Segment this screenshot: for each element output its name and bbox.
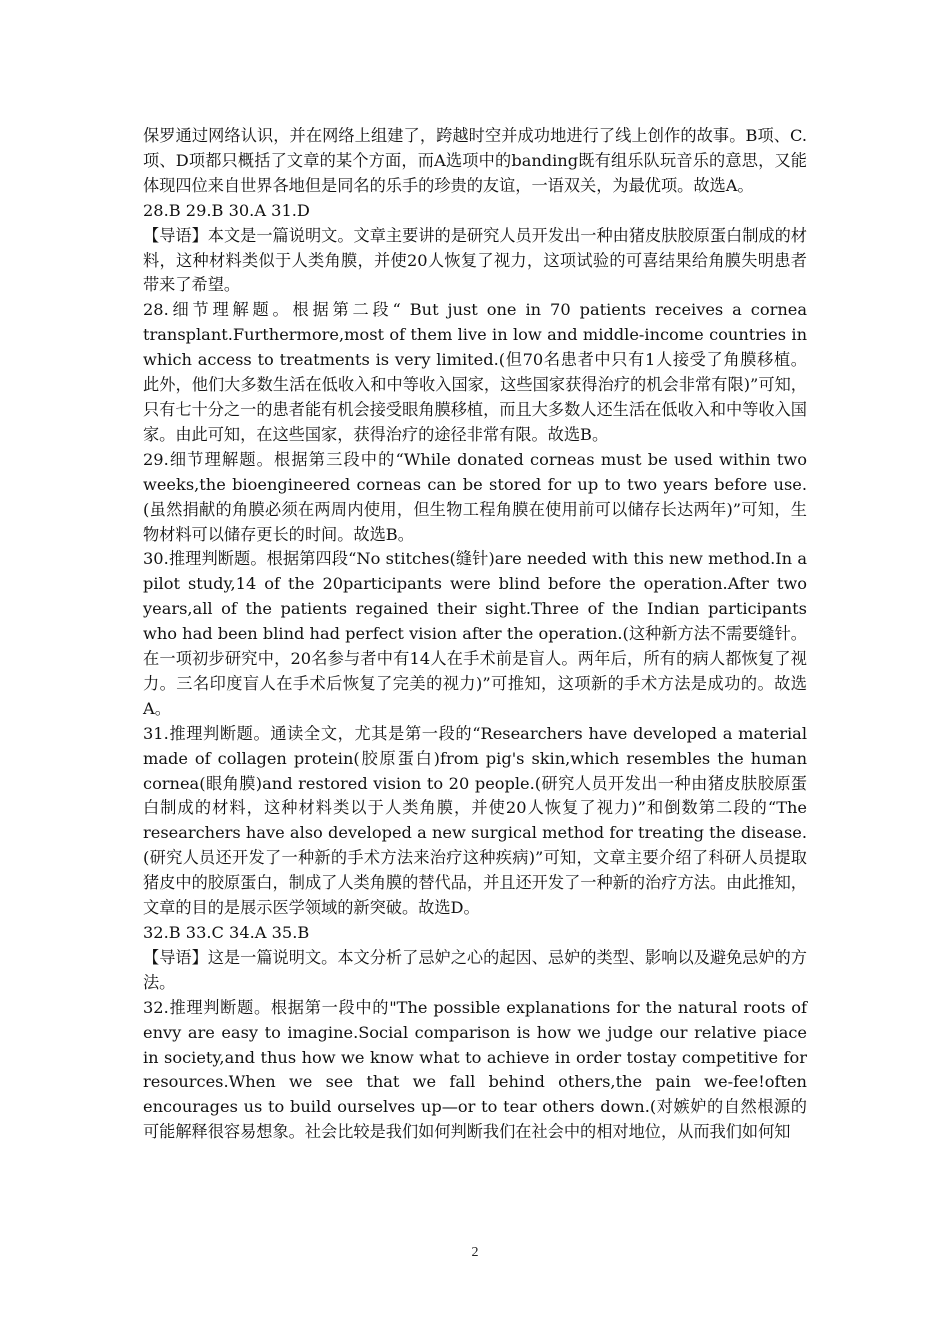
explanation-30: 30.推理判断题。根据第四段“No stitches(缝针)are needed with this new method.In a pilot study,14 of the 20participants were blind before the operation.After two years,all of the patients regained their sight.Three of the Indian participants who had been blind had perfect vision after the operation.(这种新方法不需要缝针。在一项初步研究中，20名参与者中有14人在手术前是盲人。两年后，所有的病人都恢复了视力。三名印度盲人在手术后恢复了完美的视力)”可推知，这项新的手术方法是成功的。故选A。 — [143, 549, 807, 718]
intro-passage-c: 【导语】本文是一篇说明文。文章主要讲的是研究人员开发出一种由猪皮肤胶原蛋白制成的材料，这种材料类似于人类角膜，并使20人恢复了视力，这项试验的可喜结果给角膜失明患者带来了希望。 — [143, 225, 807, 295]
explanation-32: 32.推理判断题。根据第一段中的"The possible explanations for the natural roots of envy are easy to imagine.Social comparison is how we judge our relative piace in society,and thus how we know what to achieve in order tostay competitive for resources.When we see that we fall behind others,the pain we-fee!often encourages us to build ourselves up—or to tear others down.(对嫉妒的自然根源的可能解释很容易想象。社会比较是我们如何判断我们在社会中的相对地位，从而我们如何知 — [143, 997, 807, 1142]
explanation-28: 28.细节理解题。根据第二段“ But just one in 70 patients receives a cornea transplant.Furthermore,most of them live in low and middle-income countries in which access to treatments is very limited.(但70名患者中只有1人接受了角膜移植。此外，他们大多数生活在低收入和中等收入国家，这些国家获得治疗的机会非常有限)”可知，只有七十分之一的患者能有机会接受眼角膜移植，而且大多数人还生活在低收入和中等收入国家。由此可知，在这些国家，获得治疗的途径非常有限。故选B。 — [143, 300, 807, 444]
paragraph-27-explanation-end: 保罗通过网络认识，并在网络上组建了，跨越时空并成功地进行了线上创作的故事。B项、C.项、D项都只概括了文章的某个方面，而A选项中的banding既有组乐队玩音乐的意思，又能体现四位来自世界各地但是同名的乐手的珍贵的友谊，一语双关，为最优项。故选A。 — [143, 126, 807, 195]
page-number: 2 — [471, 1245, 479, 1260]
document-body — [143, 124, 807, 1145]
answer-key-32-35: 32.B 33.C 34.A 35.B — [143, 923, 310, 942]
answer-key-28-31: 28.B 29.B 30.A 31.D — [143, 200, 310, 220]
explanation-29: 29.细节理解题。根据第三段中的“While donated corneas must be used within two weeks,the bioengineered corneas can be stored for up to two years before use.(虽然捐献的角膜必须在两周内使用，但生物工程角膜在使用前可以储存长达两年)”可知，生物材料可以储存更长的时间。故选B。 — [143, 449, 807, 544]
intro-passage-d: 【导语】这是一篇说明文。本文分析了忌妒之心的起因、忌妒的类型、影响以及避免忌妒的方法。 — [143, 947, 807, 992]
explanation-31: 31.推理判断题。通读全文，尤其是第一段的“Researchers have developed a material made of collagen protein(胶原蛋白)from pig's skin,which resembles the human cornea(眼角膜)and restored vision to 20 people.(研究人员开发出一种由猪皮肤胶原蛋白制成的材料，这种材料类以于人类角膜，并使20人恢复了视力)”和倒数第二段的“The researchers have also developed a new surgical method for treating the disease.(研究人员还开发了一种新的手术方法来治疗这种疾病)”可知，文章主要介绍了科研人员提取猪皮中的胶原蛋白，制成了人类角膜的替代品，并且还开发了一种新的治疗方法。由此推知，文章的目的是展示医学领域的新突破。故选D。 — [143, 723, 807, 918]
